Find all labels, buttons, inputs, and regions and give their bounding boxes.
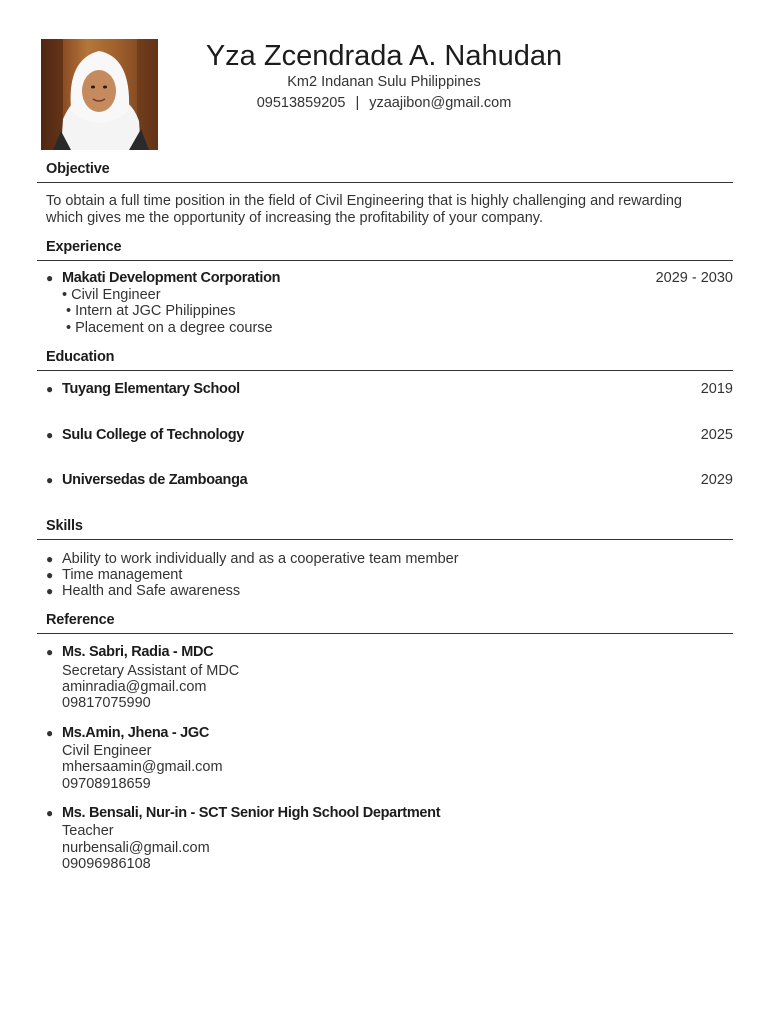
reference-phone: 09096986108	[62, 856, 151, 872]
reference-email[interactable]: mhersaamin@gmail.com	[62, 759, 223, 775]
education-year: 2029	[700, 472, 733, 488]
section-title-reference: Reference	[37, 611, 733, 634]
reference-name: Ms. Sabri, Radia - MDC	[62, 644, 214, 660]
list-bullet: ●	[46, 726, 54, 740]
reference-role: Civil Engineer	[62, 743, 152, 759]
experience-detail: • Civil Engineer	[62, 287, 161, 303]
reference-phone: 09817075990	[62, 695, 151, 711]
email-link[interactable]: yzaajibon@gmail.com	[369, 95, 512, 111]
candidate-name: Yza Zcendrada A. Nahudan	[205, 40, 563, 72]
education-school: Tuyang Elementary School	[62, 381, 240, 397]
education-school: Universedas de Zamboanga	[62, 472, 248, 488]
education-year: 2025	[700, 427, 733, 443]
list-bullet: ●	[46, 584, 54, 598]
experience-dates: 2029 - 2030	[655, 270, 733, 286]
skill-item: Health and Safe awareness	[62, 583, 241, 599]
contact-line	[168, 94, 600, 112]
experience-company: Makati Development Corporation	[62, 270, 281, 286]
education-year: 2019	[700, 381, 733, 397]
address-text: Km2 Indanan Sulu Philippines	[287, 74, 481, 90]
list-bullet: ●	[46, 552, 54, 566]
contact-separator: |	[355, 95, 360, 111]
section-title-objective: Objective	[37, 160, 733, 183]
skill-item: Ability to work individually and as a cooperative team member	[62, 551, 459, 567]
list-bullet: ●	[46, 428, 54, 442]
reference-email[interactable]: nurbensali@gmail.com	[62, 840, 210, 856]
experience-detail: • Placement on a degree course	[66, 320, 273, 336]
list-bullet: ●	[46, 271, 54, 285]
reference-email[interactable]: aminradia@gmail.com	[62, 679, 207, 695]
list-bullet: ●	[46, 806, 54, 820]
list-bullet: ●	[46, 382, 54, 396]
reference-role: Secretary Assistant of MDC	[62, 663, 240, 679]
list-bullet: ●	[46, 473, 54, 487]
profile-photo	[41, 39, 158, 150]
phone-text: 09513859205	[256, 95, 346, 111]
skill-item: Time management	[62, 567, 183, 583]
objective-line-2: which gives me the opportunity of increasing the profitability of your company.	[46, 210, 544, 226]
education-school: Sulu College of Technology	[62, 427, 245, 443]
section-title-education: Education	[37, 348, 733, 371]
list-bullet: ●	[46, 568, 54, 582]
reference-role: Teacher	[62, 823, 114, 839]
objective-line-1: To obtain a full time position in the field of Civil Engineering that is highly challenging and rewarding	[46, 193, 682, 209]
reference-name: Ms. Bensali, Nur-in - SCT Senior High School Department	[62, 805, 441, 821]
section-title-skills: Skills	[37, 517, 733, 540]
reference-phone: 09708918659	[62, 776, 151, 792]
section-title-experience: Experience	[37, 238, 733, 261]
reference-name: Ms.Amin, Jhena - JGC	[62, 725, 210, 741]
list-bullet: ●	[46, 645, 54, 659]
experience-detail: • Intern at JGC Philippines	[66, 303, 236, 319]
